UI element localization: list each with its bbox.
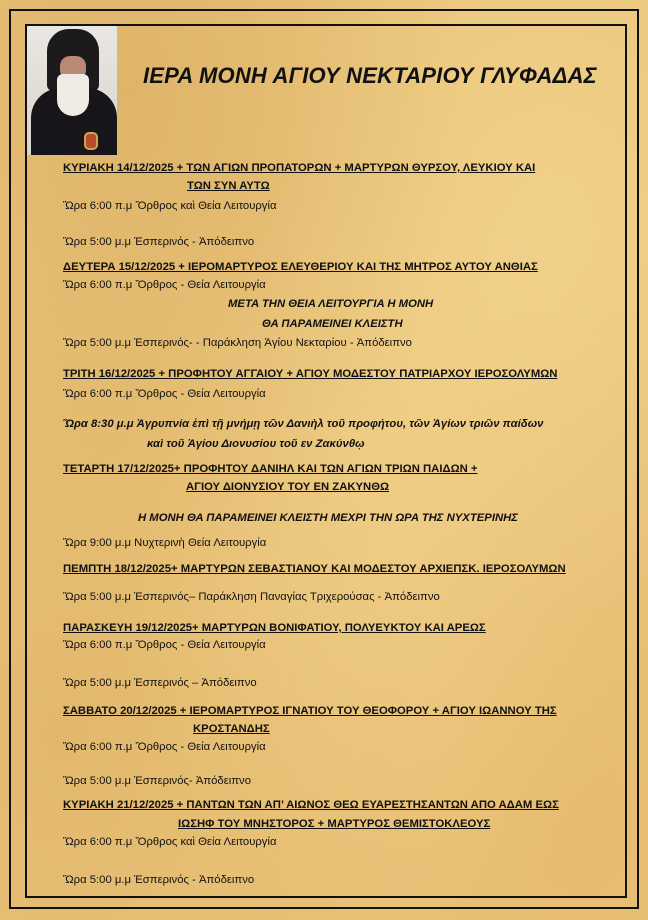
vigil-notice-cont: καὶ τοῦ Ἁγίου Διονυσίου τοῦ εν Ζακύνθῳ <box>147 438 365 450</box>
day-heading: ΔΕΥΤΕΡΑ 15/12/2025 + ΙΕΡΟΜΑΡΤΥΡΟΣ ΕΛΕΥΘΕΡΙΟΥ ΚΑΙ ΤΗΣ ΜΗΤΡΟΣ ΑΥΤΟΥ ΑΝΘΙΑΣ <box>63 261 538 273</box>
vigil-notice: Ὥρα 8:30 μ.μ Ἀγρυπνία ἐπὶ τῇ μνήμῃ τῶν Δανιὴλ τοῦ προφήτου, τῶν Ἁγίων τριῶν παίδων <box>63 418 544 430</box>
page-title: ΙΕΡΑ ΜΟΝΗ ΑΓΙΟΥ ΝΕΚΤΑΡΙΟΥ ΓΛΥΦΑΔΑΣ <box>143 63 597 88</box>
day-heading: ΚΥΡΙΑΚΗ 14/12/2025 + ΤΩΝ ΑΓΙΩΝ ΠΡΟΠΑΤΟΡΩΝ + ΜΑΡΤΥΡΩΝ ΘΥΡΣΟΥ, ΛΕΥΚΙΟΥ ΚΑΙ <box>63 162 536 174</box>
service-time: Ὥρα 6:00 π.μ Ὄρθρος - Θεία Λειτουργία <box>63 388 266 400</box>
day-heading-cont: ΚΡΟΣΤΑΝΔΗΣ <box>193 723 270 735</box>
service-time: Ὥρα 5:00 μ.μ Ἑσπερινός– Παράκληση Παναγίας Τριχερούσας - Ἀπόδειπνο <box>63 591 440 603</box>
service-time: Ὥρα 6:00 π.μ Ὄρθρος - Θεία Λειτουργία <box>63 741 266 753</box>
day-heading: ΠΕΜΠΤΗ 18/12/2025+ ΜΑΡΤΥΡΩΝ ΣΕΒΑΣΤΙΑΝΟΥ ΚΑΙ ΜΟΔΕΣΤΟΥ ΑΡΧΙΕΠΣΚ. ΙΕΡΟΣΟΛΥΜΩΝ <box>63 563 566 575</box>
service-time: Ὥρα 5:00 μ.μ Ἑσπερινός - Ἀπόδειπνο <box>63 874 255 886</box>
day-heading: ΤΕΤΑΡΤΗ 17/12/2025+ ΠΡΟΦΗΤΟΥ ΔΑΝΙΗΛ ΚΑΙ ΤΩΝ ΑΓΙΩΝ ΤΡΙΩΝ ΠΑΙΔΩΝ + <box>63 463 478 475</box>
closure-notice: Η ΜΟΝΗ ΘΑ ΠΑΡΑΜΕΙΝΕΙ ΚΛΕΙΣΤΗ ΜΕΧΡΙ ΤΗΝ ΩΡΑ ΤΗΣ ΝΥΧΤΕΡΙΝΗΣ <box>138 512 518 524</box>
closure-notice: ΘΑ ΠΑΡΑΜΕΙΝΕΙ ΚΛΕΙΣΤΗ <box>262 318 403 330</box>
portrait-beard <box>57 74 89 116</box>
day-heading-cont: ΑΓΙΟΥ ΔΙΟΝΥΣΙΟΥ ΤΟΥ ΕΝ ΖΑΚΥΝΘΩ <box>186 481 390 493</box>
day-heading-cont: ΙΩΣΗΦ ΤΟΥ ΜΝΗΣΤΟΡΟΣ + ΜΑΡΤΥΡΟΣ ΘΕΜΙΣΤΟΚΛΕΟΥΣ <box>178 818 491 830</box>
inner-frame-border <box>25 24 627 898</box>
service-time: Ὥρα 9:00 μ.μ Νυχτερινὴ Θεία Λειτουργία <box>63 537 267 549</box>
service-time: Ὥρα 6:00 π.μ Ὄρθρος καὶ Θεία Λειτουργία <box>63 200 277 212</box>
portrait-medallion <box>84 132 98 150</box>
closure-notice: ΜΕΤΑ ΤΗΝ ΘΕΙΑ ΛΕΙΤΟΥΡΓΙΑ Η ΜΟΝΗ <box>228 298 434 310</box>
day-heading: ΤΡΙΤΗ 16/12/2025 + ΠΡΟΦΗΤΟΥ ΑΓΓΑΙΟΥ + ΑΓΙΟΥ ΜΟΔΕΣΤΟΥ ΠΑΤΡΙΑΡΧΟΥ ΙΕΡΟΣΟΛΥΜΩΝ <box>63 368 558 380</box>
service-time: Ὥρα 5:00 μ.μ Ἑσπερινός- Ἀπόδειπνο <box>63 775 251 787</box>
day-heading: ΚΥΡΙΑΚΗ 21/12/2025 + ΠΑΝΤΩΝ ΤΩΝ ΑΠ’ ΑΙΩΝΟΣ ΘΕΩ ΕΥΑΡΕΣΤΗΣΑΝΤΩΝ ΑΠΟ ΑΔΑΜ ΕΩΣ <box>63 799 559 811</box>
day-heading: ΣΑΒΒΑΤΟ 20/12/2025 + ΙΕΡΟΜΑΡΤΥΡΟΣ ΙΓΝΑΤΙΟΥ ΤΟΥ ΘΕΟΦΟΡΟΥ + ΑΓΙΟΥ ΙΩΑΝΝΟΥ ΤΗΣ <box>63 705 557 717</box>
service-time: Ὥρα 5:00 μ.μ Ἑσπερινός - Ἀπόδειπνο <box>63 236 255 248</box>
day-heading: ΠΑΡΑΣΚΕΥΗ 19/12/2025+ ΜΑΡΤΥΡΩΝ ΒΟΝΙΦΑΤΙΟΥ, ΠΟΛΥΕΥΚΤΟΥ ΚΑΙ ΑΡΕΩΣ <box>63 622 486 634</box>
service-time: Ὥρα 5:00 μ.μ Ἑσπερινός – Ἀπόδειπνο <box>63 677 257 689</box>
service-time: Ὥρα 6:00 π.μ Ὄρθρος - Θεία Λειτουργία <box>63 639 266 651</box>
saint-portrait <box>27 26 117 155</box>
service-time: Ὥρα 5:00 μ.μ Ἑσπερινός- - Παράκληση Ἁγίου Νεκταρίου - Ἀπόδειπνο <box>63 337 412 349</box>
day-heading-cont: ΤΩΝ ΣΥΝ ΑΥΤΩ <box>187 180 270 192</box>
service-time: Ὥρα 6:00 π.μ Ὄρθρος καὶ Θεία Λειτουργία <box>63 836 277 848</box>
service-time: Ὥρα 6:00 π.μ Ὄρθρος - Θεία Λειτουργία <box>63 279 266 291</box>
